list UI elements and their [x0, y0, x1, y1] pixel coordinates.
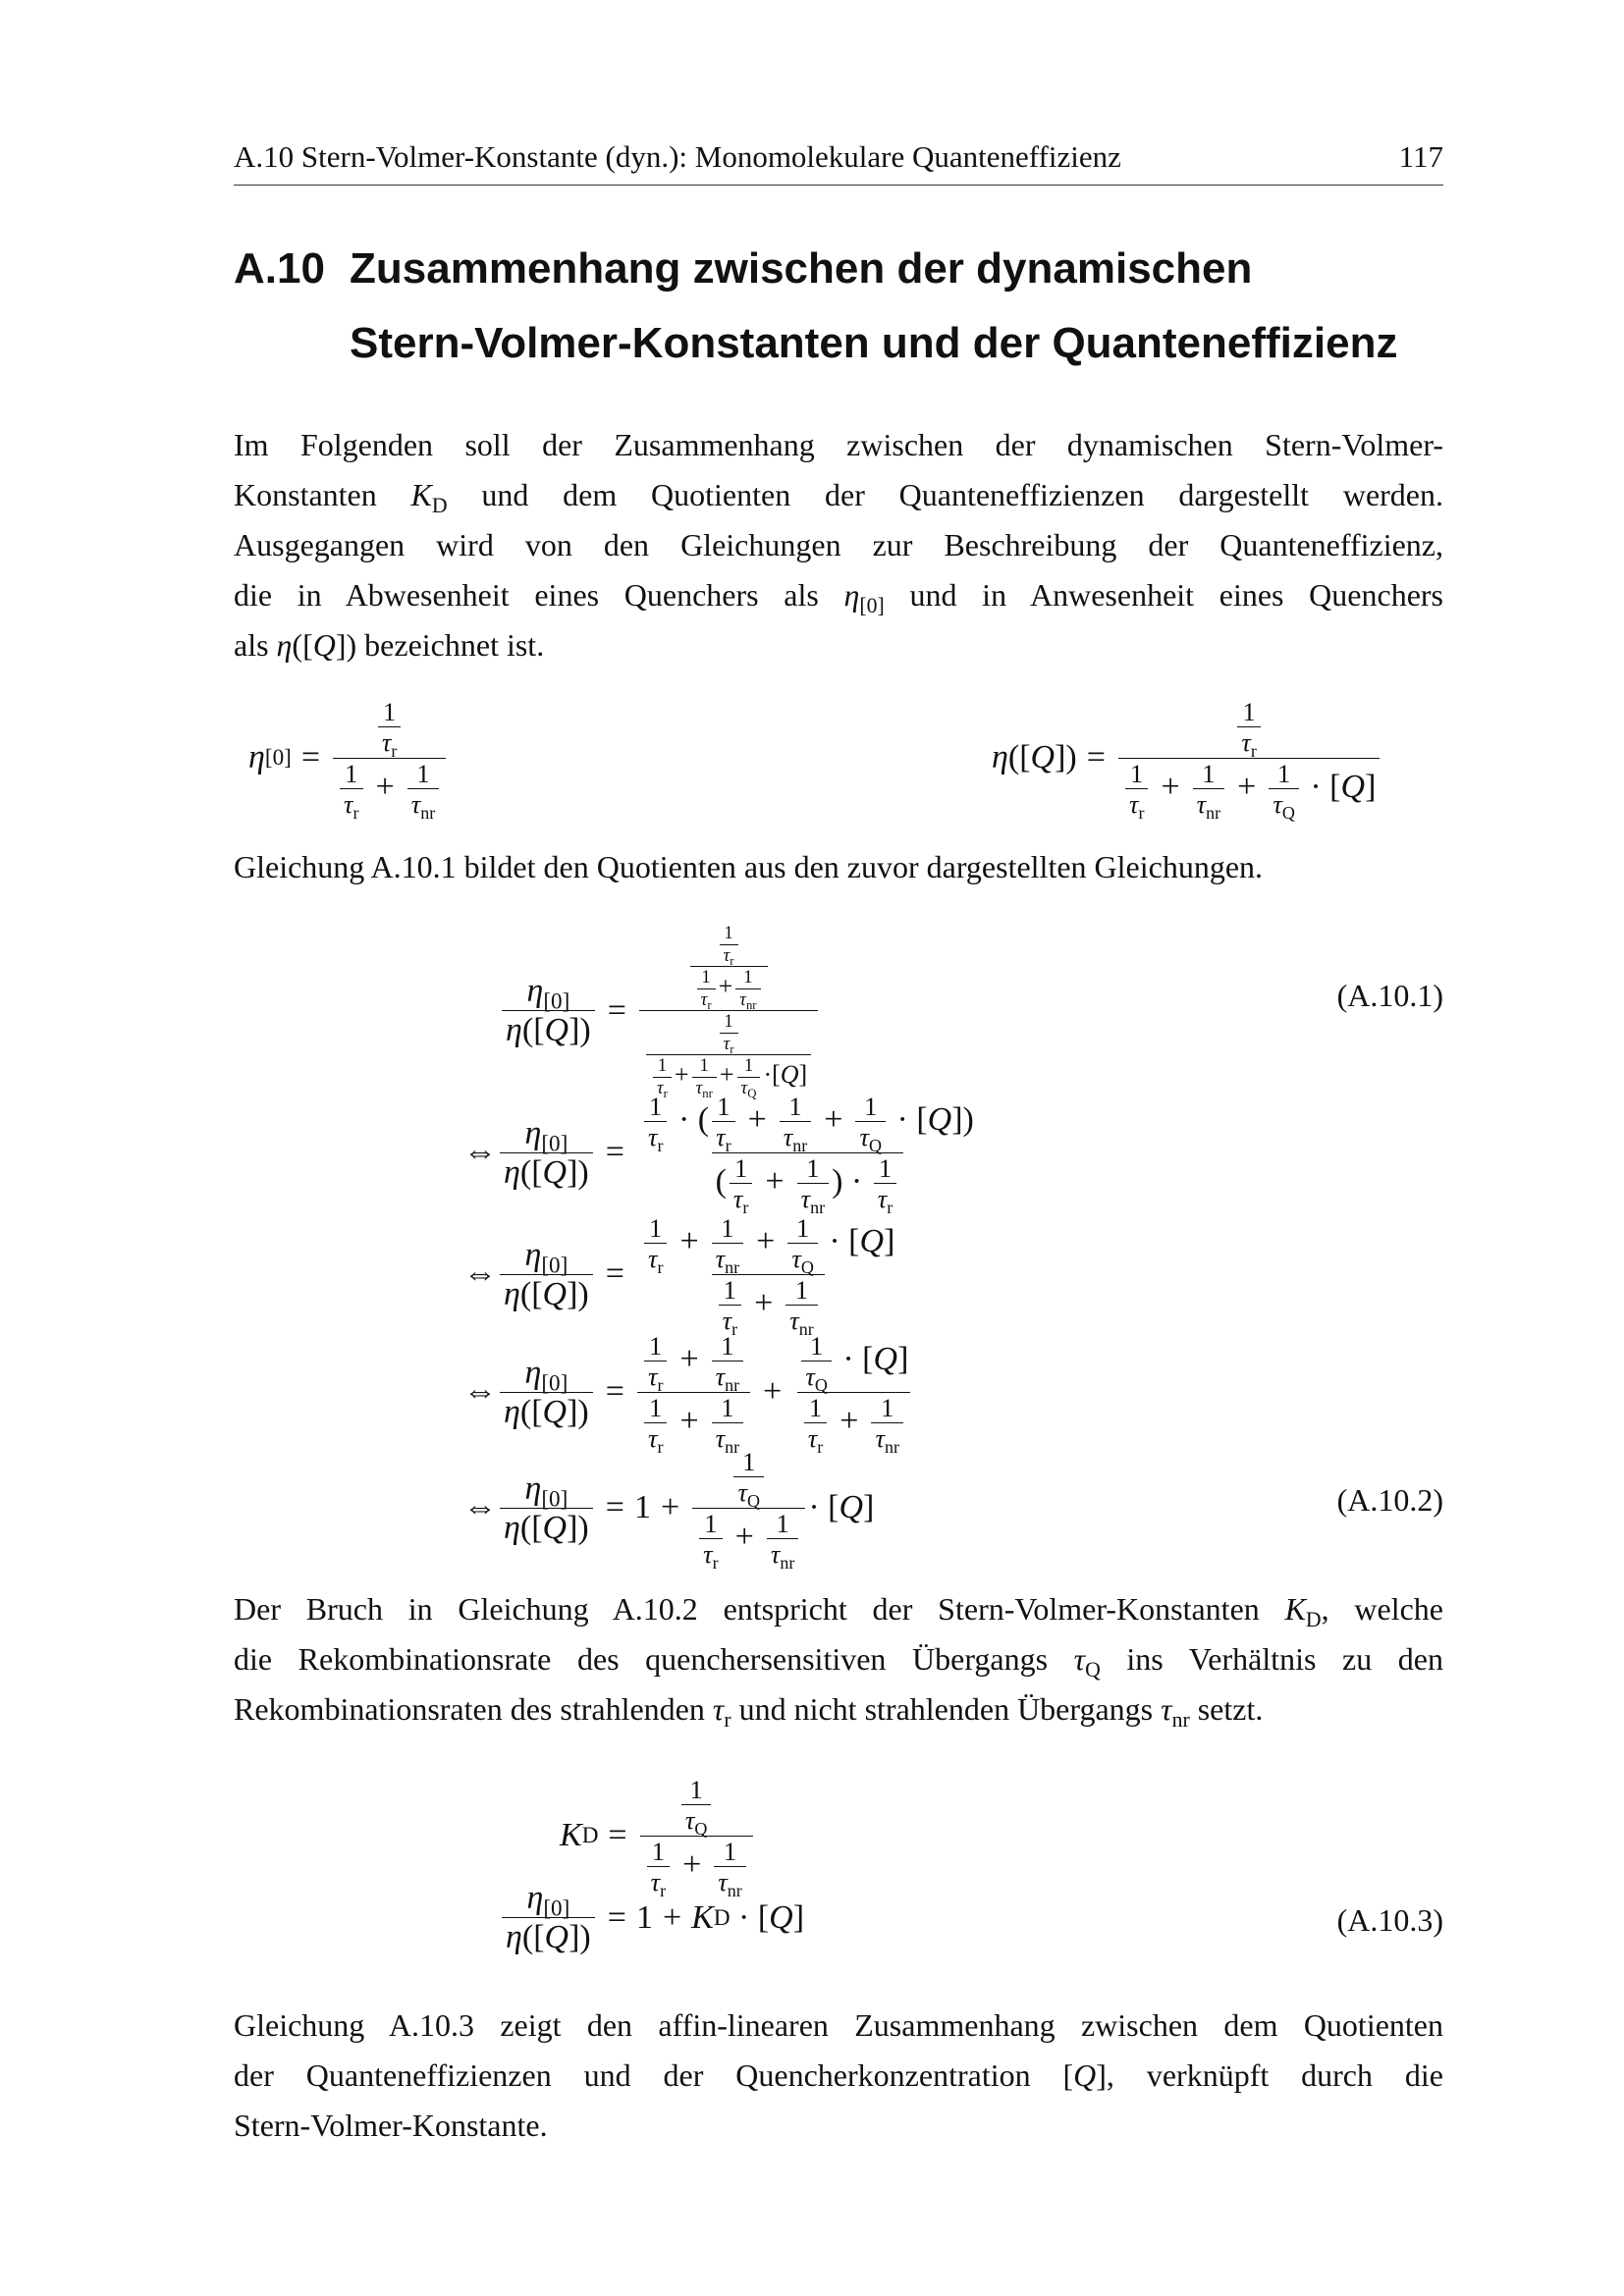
equation-a-10-3: $\frac{\eta_{[0]}}{\eta([Q])}$ = 1 + K D · [ Q ]	[499, 1879, 804, 1956]
equation-number: (A.10.2)	[1336, 1482, 1443, 1518]
equation-a-10-1: $\frac{\eta_{[0]}}{\eta([Q])}$ = $\frac{1}{\tau_r}$ $\frac{1}{\tau_r}$ + $\frac{1}{\tau_{nr}}$ $\frac{1}{\tau_r}$ $\frac{1}{\tau_r}$ + $\frac{1}{\tau_{nr}}$ + $\frac{1}{\tau_Q}$ ·[Q]	[499, 923, 821, 1098]
equation-step-4: ⇔ $\frac{\eta_{[0]}}{\eta([Q])}$ = $\frac{1}{\tau_r}$ + $\frac{1}{\tau_{nr}}$ $\frac{1}{\tau_r}$ + $\frac{1}{\tau_{nr}}$ + $\frac{1}{\tau_Q}$ · [Q] $\frac{1}{\tau_r}$ + $\frac{1}{\tau_{nr}}$	[463, 1331, 915, 1454]
text-line: die Rekombinationsrate des quenchersensitiven Übergangs $\tau_Q$ ins Verhältnis zu den	[234, 1641, 1444, 1682]
paragraph-quotient	[234, 842, 1443, 892]
paragraph-intro	[234, 420, 1443, 670]
equation-eta0: η [0] = $\frac{1}{\tau_r}$ $\frac{1}{\tau_r}$ + $\frac{1}{\tau_{nr}}$	[248, 697, 449, 820]
text-line: als η([Q]) bezeichnet ist.	[234, 627, 545, 663]
fraction: $\frac{1}{\tau_r}$ $\frac{1}{\tau_r}$ + $\frac{1}{\tau_{nr}}$ + $\frac{1}{\tau_Q}$ · [Q]	[1118, 697, 1380, 820]
equation-step-2: ⇔ $\frac{\eta_{[0]}}{\eta([Q])}$ = $\frac{1}{\tau_r}$ · ( $\frac{1}{\tau_r}$ + $\frac{1}{\tau_{nr}}$ + $\frac{1}{\tau_Q}$ · [Q]) ( $\frac{1}{\tau_r}$ + $\frac{1}{\tau_{nr}}$ ) · $\frac{1}{\tau_r}$	[463, 1092, 981, 1214]
fraction: $\frac{1}{\tau_Q}$ $\frac{1}{\tau_r}$ + $\frac{1}{\tau_{nr}}$	[692, 1447, 805, 1570]
running-head	[234, 137, 1443, 177]
fraction: $\frac{1}{\tau_r}$ · ( $\frac{1}{\tau_r}$ + $\frac{1}{\tau_{nr}}$ + $\frac{1}{\tau_Q}$ · [Q]) ( $\frac{1}{\tau_r}$ + $\frac{1}{\tau_{nr}}$ ) · $\frac{1}{\tau_r}$	[637, 1092, 978, 1214]
equation-a-10-2: ⇔ $\frac{\eta_{[0]}}{\eta([Q])}$ = 1 + $\frac{1}{\tau_Q}$ $\frac{1}{\tau_r}$ + $\frac{1}{\tau_{nr}}$ · [Q]	[463, 1447, 875, 1574]
paragraph-conclusion	[234, 2001, 1443, 2151]
section-heading	[234, 232, 1451, 381]
text-line: Stern-Volmer-Konstante.	[234, 2108, 548, 2143]
paragraph-fraction	[234, 1584, 1443, 1735]
text-line: Der Bruch in Gleichung A.10.2 entspricht der Stern-Volmer-Konstanten $K_D$, welche	[234, 1591, 1444, 1631]
page-number: 117	[1398, 139, 1443, 174]
equation-number: (A.10.3)	[1336, 1902, 1443, 1938]
running-head-title: A.10 Stern-Volmer-Konstante (dyn.): Monomolekulare Quanteneffizienz	[234, 139, 1121, 174]
text-line: Gleichung A.10.1 bildet den Quotienten aus den zuvor dargestellten Gleichungen.	[234, 849, 1264, 884]
text-line: der Quanteneffizienzen und der Quencherkonzentration [Q], verknüpft durch die	[234, 2057, 1443, 2093]
equation-number: (A.10.1)	[1336, 978, 1443, 1013]
text-line: Ausgegangen wird von den Gleichungen zur Beschreibung der Quanteneffizienz,	[234, 527, 1443, 562]
text-line: Gleichung A.10.3 zeigt den affin-linearen Zusammenhang zwischen dem Quotienten	[234, 2007, 1443, 2043]
text-line: Konstanten $K_D$ und dem Quotienten der Quanteneffizienzen dargestellt werden.	[234, 477, 1444, 517]
header-rule	[234, 185, 1443, 186]
text-line: Im Folgenden soll der Zusammenhang zwischen der dynamischen Stern-Volmer-	[234, 427, 1443, 462]
fraction: $\frac{1}{\tau_Q}$ $\frac{1}{\tau_r}$ + $\frac{1}{\tau_{nr}}$	[640, 1775, 753, 1897]
equation-etaQ: η ([ Q ]) = $\frac{1}{\tau_r}$ $\frac{1}{\tau_r}$ + $\frac{1}{\tau_{nr}}$ + $\frac{1}{\tau_Q}$ · [Q]	[992, 697, 1382, 820]
section-number: A.10	[234, 244, 325, 293]
fraction: $\frac{1}{\tau_r}$ + $\frac{1}{\tau_{nr}}$ $\frac{1}{\tau_r}$ + $\frac{1}{\tau_{nr}}$	[637, 1331, 750, 1454]
fraction: $\frac{1}{\tau_r}$ $\frac{1}{\tau_r}$ + $\frac{1}{\tau_{nr}}$	[333, 697, 446, 820]
equation-step-3: ⇔ $\frac{\eta_{[0]}}{\eta([Q])}$ = $\frac{1}{\tau_r}$ + $\frac{1}{\tau_{nr}}$ + $\frac{1}{\tau_Q}$ · [Q] $\frac{1}{\tau_r}$ + $\frac{1}{\tau_{nr}}$	[463, 1213, 901, 1336]
text-line: die in Abwesenheit eines Quenchers als $\eta_{[0]}$ und in Anwesenheit eines Quenchers	[234, 577, 1444, 617]
text-line: Rekombinationsraten des strahlenden $\tau_r$ und nicht strahlenden Übergangs $\tau_{nr}$ setzt.	[234, 1691, 1264, 1732]
section-title-line-1: Zusammenhang zwischen der dynamischen	[350, 244, 1253, 293]
fraction: $\frac{1}{\tau_Q}$ · [Q] $\frac{1}{\tau_r}$ + $\frac{1}{\tau_{nr}}$	[794, 1331, 912, 1454]
section-title-line-2: Stern-Volmer-Konstanten und der Quanteneffizienz	[350, 319, 1398, 367]
fraction: $\frac{1}{\tau_r}$ + $\frac{1}{\tau_{nr}}$ + $\frac{1}{\tau_Q}$ · [Q] $\frac{1}{\tau_r}$ + $\frac{1}{\tau_{nr}}$	[637, 1213, 898, 1336]
equation-kd-definition: K D = $\frac{1}{\tau_Q}$ $\frac{1}{\tau_r}$ + $\frac{1}{\tau_{nr}}$	[560, 1775, 756, 1897]
fraction: $\frac{1}{\tau_r}$ $\frac{1}{\tau_r}$ + $\frac{1}{\tau_{nr}}$ $\frac{1}{\tau_r}$ $\frac{1}{\tau_r}$ + $\frac{1}{\tau_{nr}}$ + $\frac{1}{\tau_Q}$ ·[Q]	[639, 923, 818, 1098]
